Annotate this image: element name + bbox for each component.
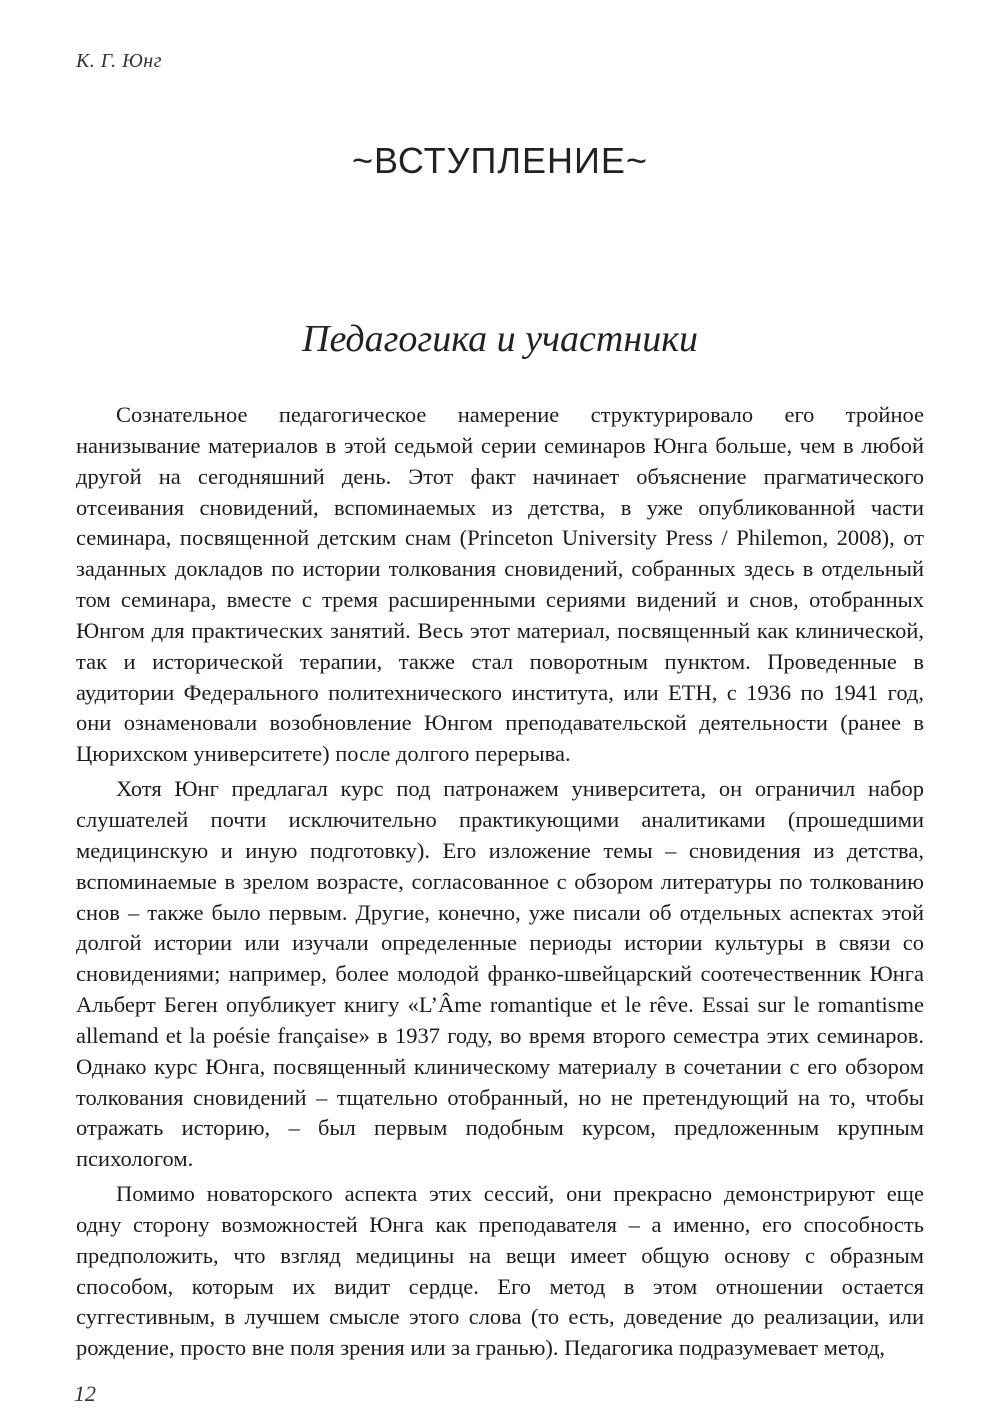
paragraph-3: Помимо новаторского аспекта этих сессий, они прекрасно демонстрируют еще одну сторону возможностей Юнга как преподавателя – а именно, его способность предположить, что взгляд медицины на вещи имеет общую основу с образным способом, которым их видит сердце. Его метод в этом отношении остается суггестивным, в лучшем смысле этого слова (то есть, доведение до реализации, или рождение, просто вне поля зрения или за гранью). Педагогика подразумевает метод,	[76, 1181, 924, 1361]
paragraph-1: Сознательное педагогическое намерение структурировало его тройное нанизывание материалов в этой седьмой серии семинаров Юнга больше, чем в любой другой на сегодняшний день. Этот факт начинает объяснение прагматического отсеивания сновидений, вспоминаемых из детства, в уже опубликованной части семинара, посвященной детским снам (Princeton University Press / Philemon, 2008), от заданных докладов по истории толкования сновидений, собранных здесь в отдельный том семинара, вместе с тремя расширенными сериями видений и снов, отобранных Юнгом для практических занятий. Весь этот материал, посвященный как клинической, так и исторической терапии, также стал поворотным пунктом. Проведенные в аудитории Федерального политехнического института, или ETH, с 1936 по 1941 год, они ознаменовали возобновление Юнгом преподавательской деятельности (ранее в Цюрихском университете) после долгого перерыва.	[76, 402, 924, 767]
running-head: К. Г. Юнг	[76, 50, 163, 72]
section-title: Педагогика и участники	[302, 318, 698, 360]
paragraph-2: Хотя Юнг предлагал курс под патронажем университета, он ограничил набор слушателей почти исключительно практикующими аналитиками (прошедшими медицинскую и иную подготовку). Его изложение темы – сновидения из детства, вспоминаемые в зрелом возрасте, согласованное с обзором литературы по толкованию снов – также было первым. Другие, конечно, уже писали об отдельных аспектах этой долгой истории или изучали определенные периоды истории культуры в связи со сновидениями; например, более молодой франко-швейцарский соотечественник Юнга Альберт Беген опубликует книгу «L’Âme romantique et le rêve. Essai sur le romantisme allemand et la poésie française» в 1937 году, во время второго семестра этих семинаров. Однако курс Юнга, посвященный клиническому материалу в сочетании с его обзором толкования сновидений – тщательно отобранный, но не претендующий на то, чтобы отражать историю, – был первым подобным курсом, предложенным крупным психологом.	[76, 776, 924, 1172]
chapter-title: ~ВСТУПЛЕНИЕ~	[352, 140, 648, 181]
body-text	[76, 400, 924, 1368]
page-number: 12	[74, 1381, 96, 1406]
